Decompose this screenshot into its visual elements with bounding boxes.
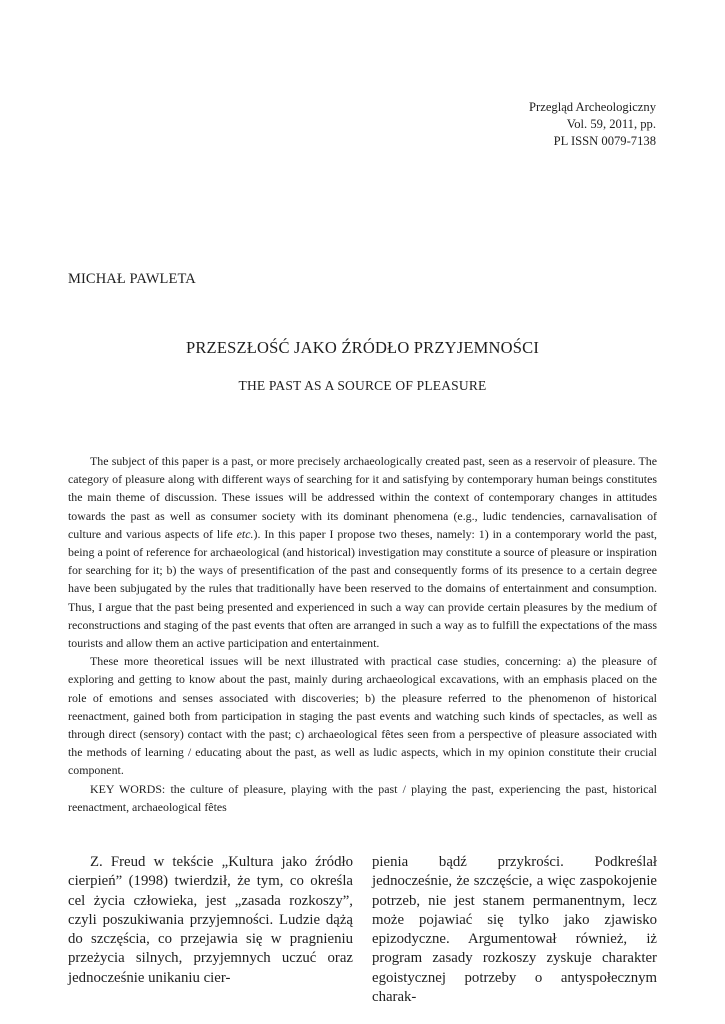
journal-name: Przegląd Archeologiczny [529, 100, 656, 114]
title-polish: PRZESZŁOŚĆ JAKO ŹRÓDŁO PRZYJEMNOŚCI [185, 338, 540, 357]
body-text [68, 853, 657, 1007]
abstract-paragraph-2: These more theoretical issues will be next illustrated with practical case studies, concerning: a) the pleasure of exploring and getting to know about the past, mainly during archaeological excavations, with an emphasis placed on the role of emotions and senses associated with discoveries; b) the pleasure referred to the phenomenon of historical reenactment, gained both from participation in staging the past events and watching such kinds of spectacles, as well as through direct (sensory) contact with the past; c) archaeological fêtes seen from a perspective of pleasure associated with the methods of learning / educating about the past, as well as ludic aspects, which in my opinion constitute their crucial component. [68, 654, 657, 778]
title-english: THE PAST AS A SOURCE OF PLEASURE [238, 378, 487, 393]
body-column-left: Z. Freud w tekście „Kultura jako źródło cierpień” (1998) twierdził, że tym, co określa cel życia człowieka, jest „zasada rozkoszy”, czyli poszukiwania przyjemności. Ludzie dążą do szczęścia, co przejawia się w pragnieniu przeżycia silnych, przyjemnych uczuć oraz jednocześnie unikaniu cier- [68, 854, 353, 986]
abstract-etc: etc. [236, 526, 254, 541]
keywords: KEY WORDS: the culture of pleasure, playing with the past / playing the past, experiencing the past, historical reenactment, archaeological fêtes [68, 781, 657, 814]
abstract [68, 452, 657, 816]
abstract-paragraph-1 [68, 452, 657, 652]
abstract-text: The subject of this paper is a past, or more precisely archaeologically created past, seen as a reservoir of pleasure. The category of pleasure along with different ways of searching for it and satisfying by contemporary human beings constitutes the main theme of discussion. These issues will be addressed within the context of contemporary changes in attitudes towards the past as well as consumer society with its dominant phenomena (e.g., ludic tendencies, carnavalisation of culture and various aspects of life [68, 454, 657, 541]
author-name: MICHAŁ PAWLETA [68, 271, 196, 287]
body-column-right: pienia bądź przykrości. Podkreślał jednocześnie, że szczęście, a więc zaspokojenie potrzeb, nie jest stanem permanentnym, lecz może pojawiać się tylko jako zjawisko epizodyczne. Argumentował również, iż program zasady rozkoszy zyskuje charakter egoistycznej potrzeby o antyspołecznym charak- [372, 854, 657, 1006]
abstract-text: ). In this paper I propose two theses, namely: 1) in a contemporary world the past, being a point of reference for archaeological (and historical) investigation may constitute a source of pleasure or inspiration for searching for it; b) the ways of presentification of the past and consequently forms of its presence to a certain degree have been subjugated by the rules that traditionally have been reserved to the domains of entertainment and consumption. Thus, I argue that the past being presented and experienced in such a way can provide certain pleasures by the medium of reconstructions and staging of the past events that often are arranged in such a way as to fulfill the expectations of the mass tourists and allow them an active participation and entertainment. [68, 526, 657, 651]
journal-volume: Vol. 59, 2011, pp. [566, 117, 656, 131]
journal-info [529, 99, 656, 150]
journal-issn: PL ISSN 0079-7138 [553, 134, 656, 148]
